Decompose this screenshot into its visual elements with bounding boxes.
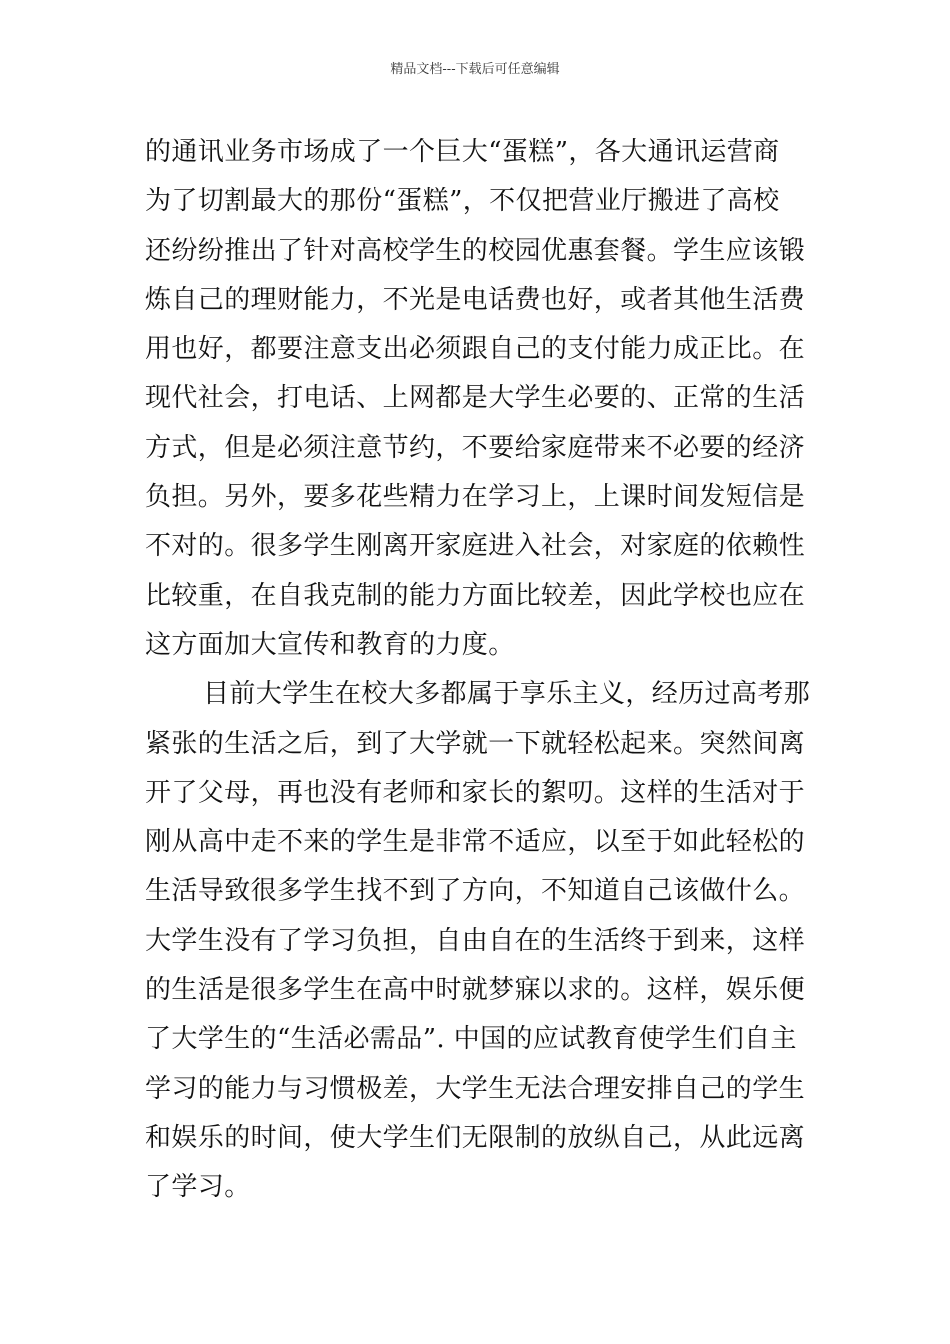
paragraph-1 <box>145 128 807 670</box>
document-body <box>145 128 811 1213</box>
text-line: 为了切割最大的那份“蛋糕”，不仅把营业厅搬进了高校 <box>145 186 780 217</box>
page-header: 精品文档---下载后可任意编辑 <box>390 62 560 77</box>
text-line: 现代社会，打电话、上网都是大学生必要的、正常的生活 <box>145 383 806 414</box>
text-line: 的通讯业务市场成了一个巨大“蛋糕”，各大通讯运营商 <box>145 137 780 167</box>
text-line: 用也好，都要注意支出必须跟自己的支付能力成正比。在 <box>145 334 806 365</box>
text-line: 这方面加大宣传和教育的力度。 <box>145 629 515 660</box>
text-line: 炼自己的理财能力，不光是电话费也好，或者其他生活费 <box>145 284 806 315</box>
text-line: 比较重，在自我克制的能力方面比较差，因此学校也应在 <box>145 580 806 611</box>
text-line: 开了父母，再也没有老师和家长的絮叨。这样的生活对于 <box>145 777 806 808</box>
text-line-indented: 目前大学生在校大多都属于享乐主义，经历过高考那 <box>203 679 811 710</box>
text-line: 了学习。 <box>145 1172 251 1203</box>
paragraph-2 <box>145 670 811 1212</box>
text-line: 了大学生的“生活必需品”. 中国的应试教育使学生们自主 <box>145 1024 797 1055</box>
text-line: 紧张的生活之后，到了大学就一下就轻松起来。突然间离 <box>145 728 806 759</box>
text-line: 的生活是很多学生在高中时就梦寐以求的。这样，娱乐便 <box>145 975 806 1006</box>
text-line: 负担。另外，要多花些精力在学习上，上课时间发短信是 <box>145 482 806 513</box>
text-line: 不对的。很多学生刚离开家庭进入社会，对家庭的依赖性 <box>145 531 806 562</box>
text-line: 大学生没有了学习负担，自由自在的生活终于到来，这样 <box>145 925 806 956</box>
text-line: 生活导致很多学生找不到了方向，不知道自己该做什么。 <box>145 876 806 907</box>
text-line: 学习的能力与习惯极差，大学生无法合理安排自己的学生 <box>145 1073 806 1104</box>
text-line: 还纷纷推出了针对高校学生的校园优惠套餐。学生应该锻 <box>145 235 806 266</box>
text-line: 刚从高中走不来的学生是非常不适应，以至于如此轻松的 <box>145 827 806 858</box>
text-line: 和娱乐的时间，使大学生们无限制的放纵自己，从此远离 <box>145 1122 806 1153</box>
text-line: 方式，但是必须注意节约，不要给家庭带来不必要的经济 <box>145 432 806 463</box>
